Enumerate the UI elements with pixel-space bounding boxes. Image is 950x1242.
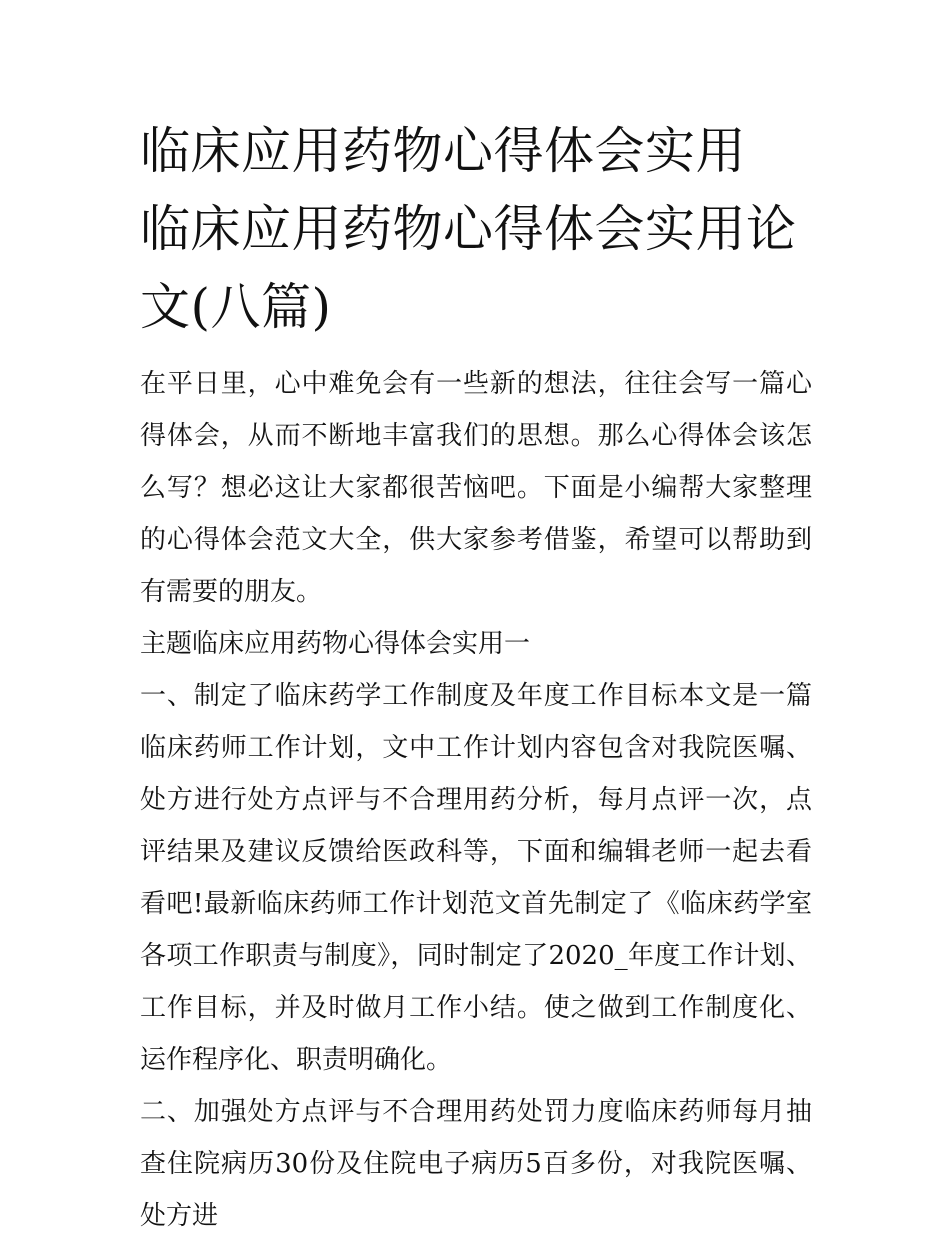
section-heading: 主题临床应用药物心得体会实用一 [140, 629, 531, 659]
document-title: 临床应用药物心得体会实用 临床应用药物心得体会实用论文(八篇) [140, 122, 797, 336]
intro-paragraph: 在平日里，心中难免会有一些新的想法，往往会写一篇心得体会，从而不断地丰富我们的思想。那么心得体会该怎么写？想必这让大家都很苦恼吧。下面是小编帮大家整理的心得体会范文大全，供大家参考借鉴，希望可以帮助到有需要的朋友。 [140, 369, 812, 607]
document-body [140, 358, 812, 1242]
body-paragraph-2: 二、加强处方点评与不合理用药处罚力度临床药师每月抽查住院病历30份及住院电子病历5百多份，对我院医嘱、处方进 [140, 1097, 812, 1231]
document-page [140, 112, 812, 1242]
body-paragraph-1: 一、制定了临床药学工作制度及年度工作目标本文是一篇临床药师工作计划，文中工作计划内容包含对我院医嘱、处方进行处方点评与不合理用药分析，每月点评一次，点评结果及建议反馈给医政科等，下面和编辑老师一起去看看吧!最新临床药师工作计划范文首先制定了《临床药学室各项工作职责与制度》，同时制定了2020_年度工作计划、工作目标，并及时做月工作小结。使之做到工作制度化、运作程序化、职责明确化。 [140, 681, 812, 1075]
